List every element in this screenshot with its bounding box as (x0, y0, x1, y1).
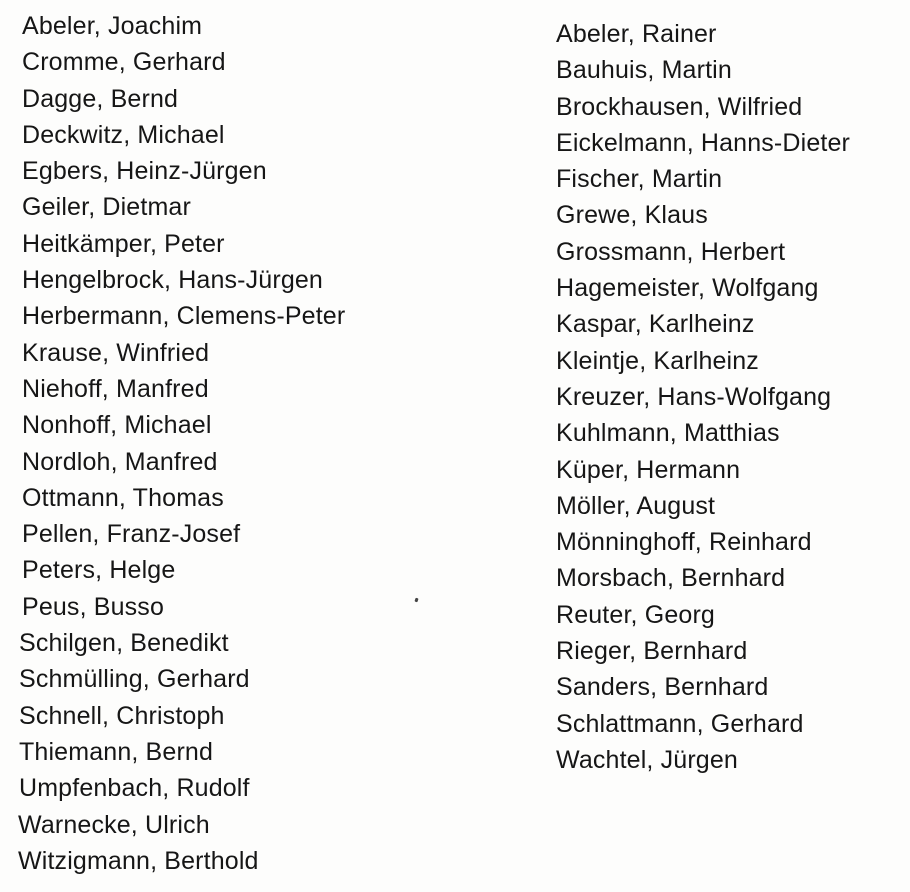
name-entry: Hengelbrock, Hans-Jürgen (22, 266, 323, 295)
name-entry: Peus, Busso (22, 592, 165, 621)
name-entry: Peters, Helge (22, 556, 176, 585)
name-entry: Kleintje, Karlheinz (556, 346, 759, 375)
name-entry: Deckwitz, Michael (22, 120, 225, 149)
name-entry: Witzigmann, Berthold (18, 846, 259, 875)
name-entry: Ottmann, Thomas (22, 483, 224, 512)
name-entry: Fischer, Martin (556, 165, 723, 194)
name-entry: Abeler, Joachim (22, 12, 203, 40)
name-entry: Küper, Hermann (556, 455, 741, 484)
name-entry: Nonhoff, Michael (22, 411, 212, 440)
name-entry: Kuhlmann, Matthias (556, 419, 780, 448)
name-entry: Heitkämper, Peter (22, 229, 225, 258)
name-entry: Möller, August (556, 491, 716, 520)
name-entry: Geiler, Dietmar (22, 193, 191, 222)
name-entry: Schmülling, Gerhard (19, 665, 250, 694)
name-entry: Herbermann, Clemens-Peter (22, 302, 346, 331)
name-entry: Rieger, Bernhard (556, 637, 748, 666)
right-name-column (556, 16, 850, 778)
name-entry: Pellen, Franz-Josef (22, 520, 241, 549)
name-entry: Morsbach, Bernhard (556, 564, 786, 593)
name-entry: Cromme, Gerhard (22, 48, 226, 77)
name-entry: Krause, Winfried (22, 338, 210, 367)
name-entry: Kreuzer, Hans-Wolfgang (556, 382, 832, 411)
name-entry: Bauhuis, Martin (556, 56, 732, 85)
name-entry: Nordloh, Manfred (22, 447, 218, 476)
name-entry: Thiemann, Bernd (19, 737, 214, 766)
name-entry: Hagemeister, Wolfgang (556, 274, 819, 303)
name-entry: Warnecke, Ulrich (18, 810, 210, 839)
name-entry: Dagge, Bernd (22, 84, 179, 113)
name-entry: Brockhausen, Wilfried (556, 92, 803, 121)
name-entry: Abeler, Rainer (556, 20, 717, 48)
name-entry: Egbers, Heinz-Jürgen (22, 157, 267, 186)
name-entry: Eickelmann, Hanns-Dieter (556, 128, 850, 157)
paper-speck (414, 598, 418, 603)
name-entry: Mönninghoff, Reinhard (556, 528, 812, 557)
name-entry: Grewe, Klaus (556, 201, 708, 230)
name-entry: Wachtel, Jürgen (556, 745, 738, 774)
name-entry: Schnell, Christoph (19, 701, 225, 730)
name-entry: Kaspar, Karlheinz (556, 310, 755, 339)
name-entry: Schlattmann, Gerhard (556, 709, 804, 738)
left-name-column (18, 8, 346, 879)
name-entry: Reuter, Georg (556, 600, 715, 629)
name-entry: Grossmann, Herbert (556, 237, 786, 266)
name-entry: Umpfenbach, Rudolf (19, 774, 250, 803)
name-entry: Sanders, Bernhard (556, 673, 769, 702)
name-entry: Schilgen, Benedikt (19, 629, 229, 658)
name-entry: Niehoff, Manfred (22, 374, 209, 403)
